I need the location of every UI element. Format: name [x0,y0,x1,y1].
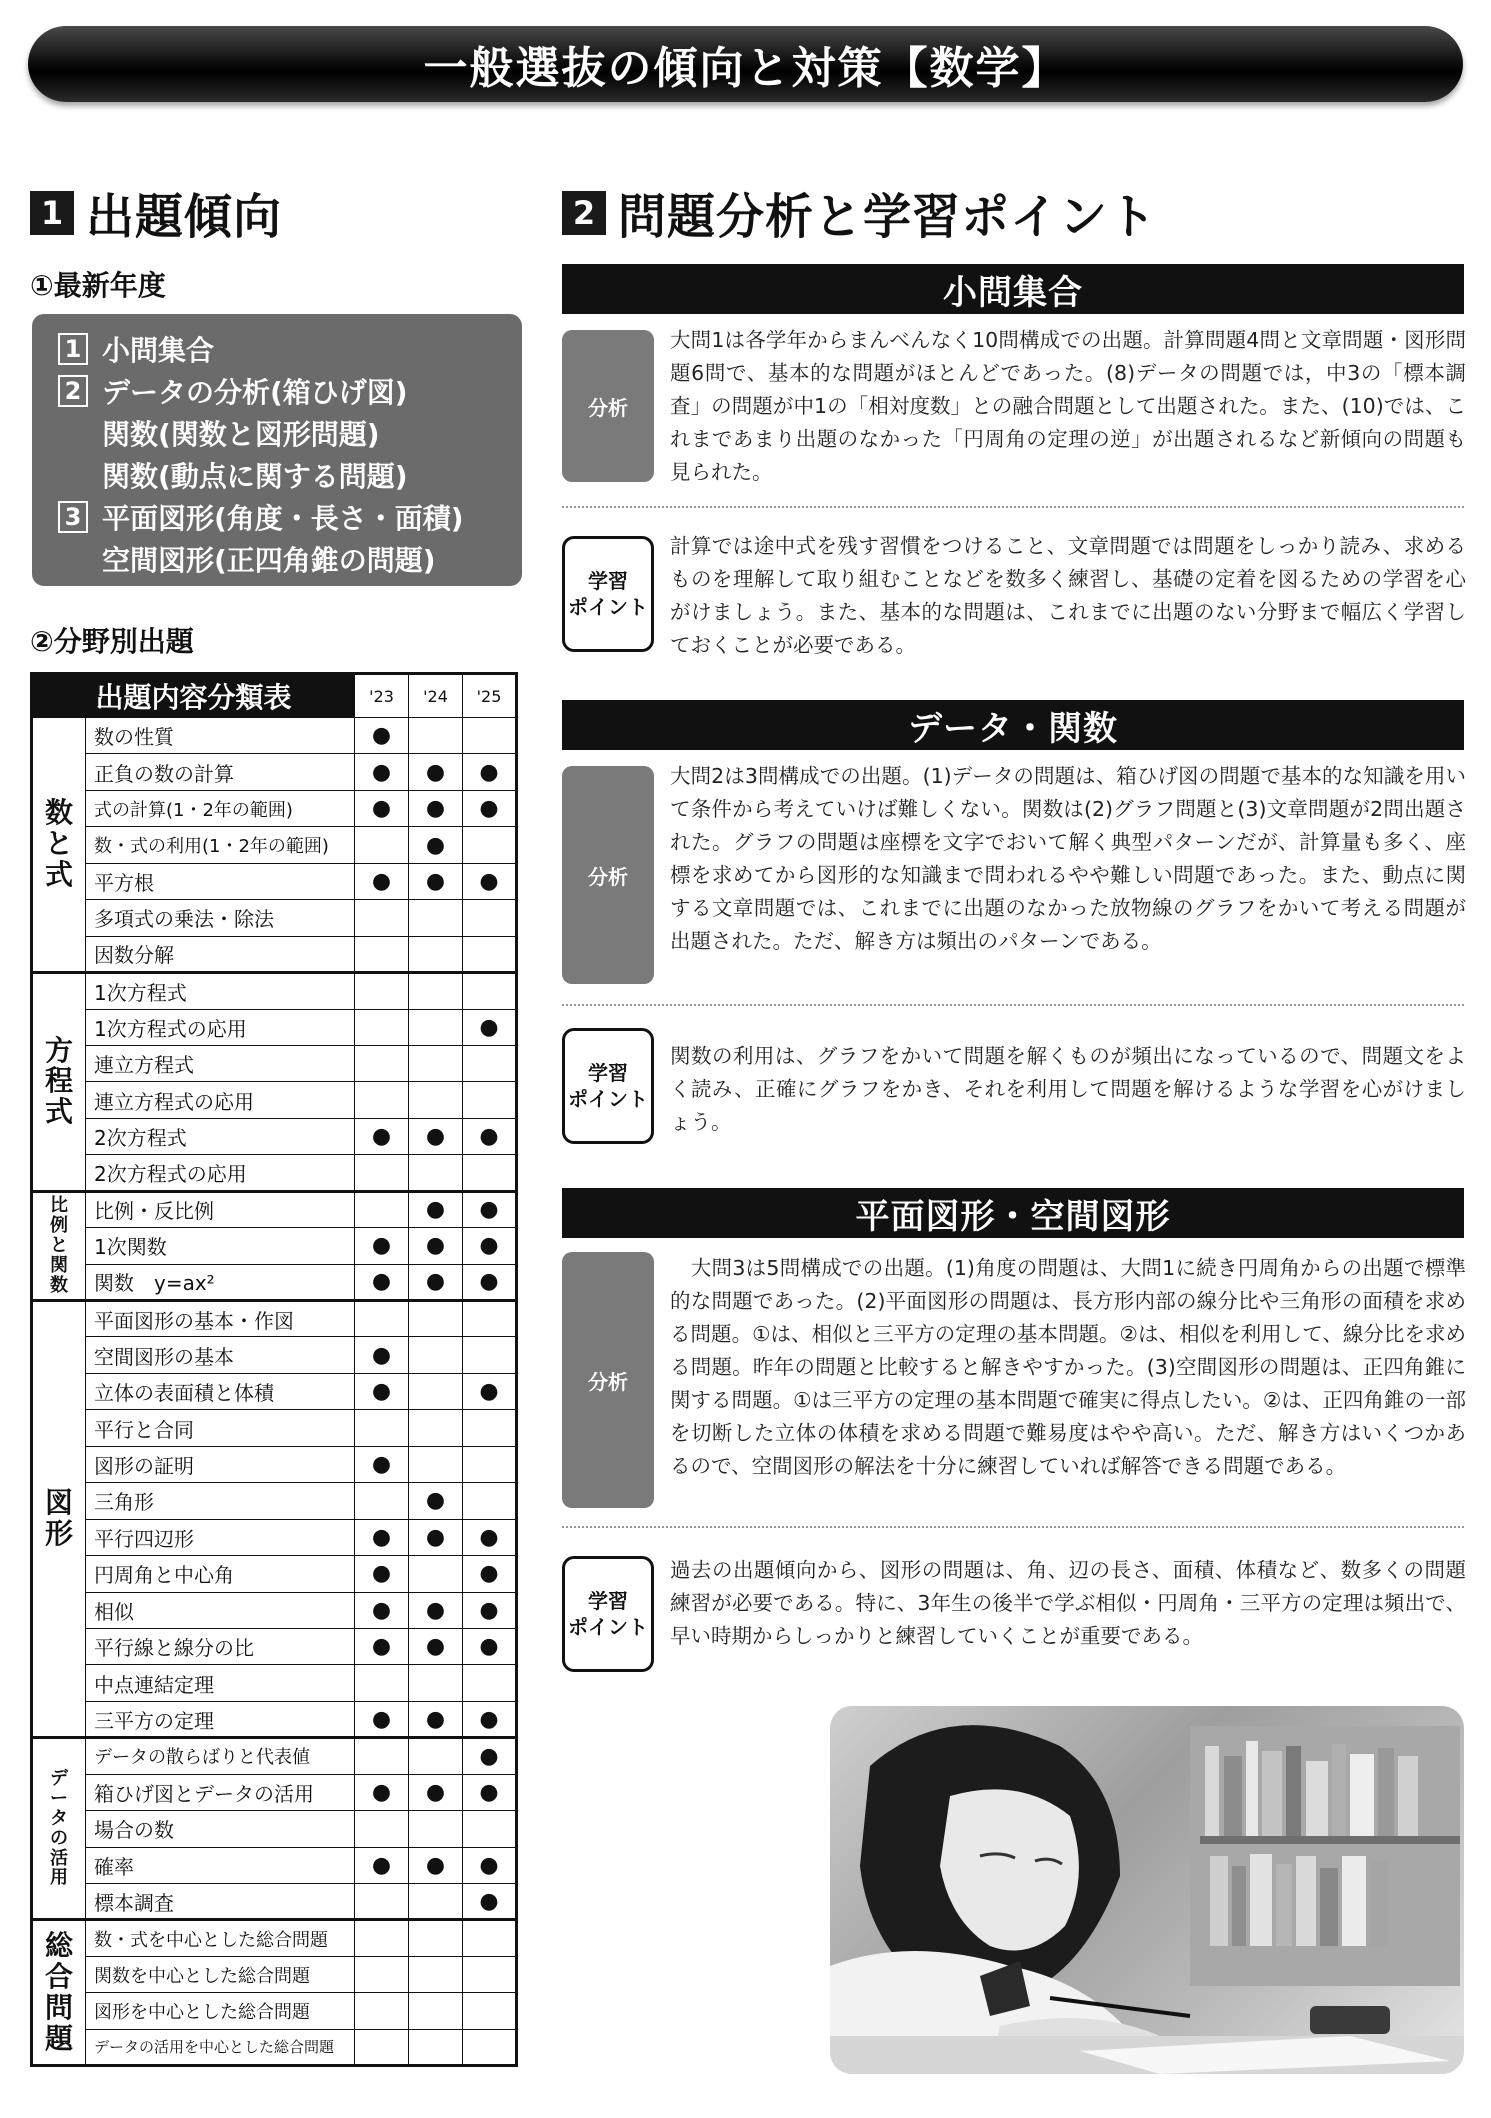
topic-cell: 立体の表面積と体積 [86,1373,355,1409]
table-row [32,863,517,899]
study-point-tag [562,536,654,652]
year-mark-cell [409,973,463,1009]
year-mark-cell: ● [409,827,463,863]
table-row [32,1228,517,1264]
year-mark-cell: ● [463,1774,517,1810]
year-mark-cell [409,1956,463,1992]
year-mark-cell [355,1009,409,1045]
year-mark-cell [355,1811,409,1847]
year-mark-cell [409,718,463,754]
year-mark-cell [409,1410,463,1446]
table-row [32,2029,517,2065]
topic-cell: 比例・反比例 [86,1191,355,1227]
topic-cell: 数の性質 [86,718,355,754]
topic-cell: 箱ひげ図とデータの活用 [86,1774,355,1810]
year-mark-cell: ● [463,754,517,790]
year-mark-cell: ● [409,1847,463,1883]
year-mark-cell: ● [463,1628,517,1664]
latest-item [58,454,522,496]
year-mark-cell [355,827,409,863]
band-shoumon: 小問集合 [562,264,1464,314]
year-mark-cell [355,1884,409,1920]
table-row [32,936,517,972]
analysis-tag: 分析 [562,766,654,984]
analysis-text: 大問3は5問構成での出題。(1)角度の問題は、大問1に続き円周角からの出題で標準的な問題であった。(2)平面図形の問題は、長方形内部の線分比や三角形の面積を求める問題。①は、相似と三平方の定理の基本問題。②は、相似を利用して、線分比を求める問題。昨年の問題と比較すると解きやすかった。(3)空間図形の問題は、正四角錐に関する問題。①は三平方の定理の基本問題で確実に得点したい。②は、正四角錐の一部を切断した立体の体積を求める問題で難易度はやや高い。ただ、解き方はいくつかあるので、空間図形の解法を十分に練習していれば解答できる問題である。 [670,1256,1466,1478]
year-mark-cell [355,1483,409,1519]
table-row [32,1446,517,1482]
latest-item-number: 3 [58,501,88,533]
year-mark-cell [355,1665,409,1701]
topic-cell: 2次方程式 [86,1118,355,1154]
year-mark-cell [463,1155,517,1191]
divider [562,1004,1464,1006]
table-row [32,1847,517,1883]
table-row [32,1191,517,1227]
year-mark-cell: ● [409,1774,463,1810]
year-mark-cell: ● [409,1701,463,1737]
year-mark-cell [409,936,463,972]
latest-item [58,412,522,454]
category-cell [32,718,86,973]
latest-item [58,496,522,538]
year-mark-cell: ● [355,1628,409,1664]
table-row [32,827,517,863]
year-mark-cell [463,1811,517,1847]
table-row [32,1701,517,1737]
topic-cell: 標本調査 [86,1884,355,1920]
student-studying-photo [830,1706,1464,2074]
year-mark-cell: ● [355,1592,409,1628]
year-mark-cell [355,1155,409,1191]
topic-cell: データの活用を中心とした総合問題 [86,2029,355,2065]
year-header: '23 [355,674,409,718]
table-row [32,1301,517,1337]
band-data-function: データ・関数 [562,700,1464,750]
table-row [32,1556,517,1592]
year-mark-cell: ● [355,1774,409,1810]
year-mark-cell [409,1373,463,1409]
year-mark-cell: ● [463,1009,517,1045]
category-label: 図形 [45,1486,74,1551]
year-mark-cell [409,900,463,936]
year-mark-cell [463,1956,517,1992]
topic-cell: 式の計算(1・2年の範囲) [86,790,355,826]
year-mark-cell [463,1446,517,1482]
analysis-tag: 分析 [562,330,654,482]
latest-item [58,370,522,412]
year-mark-cell: ● [355,718,409,754]
topic-cell: 多項式の乗法・除法 [86,900,355,936]
page-title: 一般選抜の傾向と対策【数学】 [423,43,1068,94]
table-row [32,790,517,826]
year-mark-cell [355,1082,409,1118]
table-row [32,1264,517,1300]
topic-cell: 関数を中心とした総合問題 [86,1956,355,1992]
divider [562,1526,1464,1528]
year-mark-cell: ● [409,1118,463,1154]
latest-item-text: 小問集合 [102,334,215,367]
table-row [32,1410,517,1446]
study-point-tag-line1: 学習 [588,569,628,593]
latest-item-text: 空間図形(正四角錐の問題) [102,544,436,577]
year-mark-cell [463,1920,517,1956]
field-classification-table [30,672,518,2067]
year-mark-cell: ● [409,1191,463,1227]
year-mark-cell: ● [409,1592,463,1628]
year-mark-cell: ● [355,1373,409,1409]
topic-cell: 2次方程式の応用 [86,1155,355,1191]
analysis-text: 大問1は各学年からまんべんなく10問構成での出題。計算問題4問と文章問題・図形問題6問で、基本的な問題がほとんどであった。(8)データの問題では，中3の「標本調査」の問題が中1の「相対度数」との融合問題として出題された。また、(10)では、これまであまり出題のなかった「円周角の定理の逆」が出題されるなど新傾向の問題も見られた。 [670,328,1466,484]
category-label: 総合問題 [45,1929,74,2055]
table-row [32,718,517,754]
category-cell [32,1920,86,2066]
year-mark-cell [463,973,517,1009]
table-row [32,973,517,1009]
year-mark-cell [463,827,517,863]
study-point-tag [562,1028,654,1144]
year-mark-cell [409,1665,463,1701]
year-mark-cell [409,1009,463,1045]
topic-cell: 場合の数 [86,1811,355,1847]
year-mark-cell [355,1045,409,1081]
table-header: 出題内容分類表 [32,674,355,718]
year-mark-cell [409,1920,463,1956]
year-mark-cell: ● [463,790,517,826]
year-mark-cell [409,2029,463,2065]
year-mark-cell [463,1665,517,1701]
year-mark-cell [355,973,409,1009]
year-mark-cell [355,900,409,936]
latest-year-box [32,314,522,586]
table-row [32,1373,517,1409]
study-point-tag-line2: ポイント [568,595,648,619]
page-title-bar [28,26,1463,102]
year-mark-cell: ● [355,863,409,899]
year-mark-cell [409,1993,463,2029]
table-row [32,1045,517,1081]
latest-item [58,328,522,370]
year-mark-cell: ● [463,863,517,899]
year-mark-cell [463,1045,517,1081]
topic-cell: 因数分解 [86,936,355,972]
year-mark-cell: ● [355,1228,409,1264]
year-header: '24 [409,674,463,718]
year-mark-cell [409,1811,463,1847]
latest-item-text: 関数(動点に関する問題) [102,460,408,493]
year-mark-cell: ● [355,754,409,790]
year-mark-cell [463,1301,517,1337]
year-mark-cell [409,1045,463,1081]
table-row [32,1811,517,1847]
section1-title: 出題傾向 [86,189,283,245]
study-point-text: 過去の出題傾向から、図形の問題は、角、辺の長さ、面積、体積など、数多くの問題練習が必要である。特に、3年生の後半で学ぶ相似・円周角・三平方の定理は頻出で、早い時期からしっかりと練習していくことが重要である。 [670,1558,1466,1648]
latest-item-text: データの分析(箱ひげ図) [102,376,408,409]
table-row [32,1774,517,1810]
analysis-text: 大問2は3問構成での出題。(1)データの問題は、箱ひげ図の問題で基本的な知識を用いて条件から考えていけば難しくない。関数は(2)グラフ問題と(3)文章問題が2問出題された。グラフの問題は座標を文字でおいて解く典型パターンだが、計算量も多く、座標を求めてから図形的な知識まで問われるやや難しい問題であった。また、動点に関する文章問題では、これまでに出題のなかった放物線のグラフをかいて考える問題が出題された。ただ、解き方は頻出のパターンである。 [670,764,1466,953]
table-row [32,1592,517,1628]
year-mark-cell [409,1337,463,1373]
year-mark-cell [355,936,409,972]
year-mark-cell [409,1301,463,1337]
year-mark-cell [463,1483,517,1519]
year-mark-cell [355,1738,409,1774]
year-mark-cell: ● [463,1738,517,1774]
table-row [32,1082,517,1118]
year-mark-cell [355,1410,409,1446]
topic-cell: 数・式の利用(1・2年の範囲) [86,827,355,863]
year-mark-cell [355,1993,409,2029]
table-row [32,1738,517,1774]
topic-cell: 平方根 [86,863,355,899]
year-mark-cell: ● [463,1118,517,1154]
year-mark-cell: ● [409,863,463,899]
year-mark-cell [463,1993,517,2029]
topic-cell: 正負の数の計算 [86,754,355,790]
topic-cell: 1次方程式の応用 [86,1009,355,1045]
year-mark-cell [355,2029,409,2065]
table-row [32,1956,517,1992]
year-mark-cell: ● [409,790,463,826]
table-row [32,1337,517,1373]
year-mark-cell: ● [463,1373,517,1409]
category-cell [32,973,86,1192]
topic-cell: 平面図形の基本・作図 [86,1301,355,1337]
year-mark-cell: ● [355,1847,409,1883]
year-mark-cell [409,1155,463,1191]
year-mark-cell [355,1920,409,1956]
latest-item-text: 関数(関数と図形問題) [102,418,380,451]
year-mark-cell [463,900,517,936]
topic-cell: 平行と合同 [86,1410,355,1446]
category-label: 比例と関数 [50,1195,68,1296]
year-mark-cell [355,1301,409,1337]
year-mark-cell: ● [355,1337,409,1373]
year-mark-cell: ● [463,1592,517,1628]
topic-cell: 図形を中心とした総合問題 [86,1993,355,2029]
topic-cell: 関数 y=ax² [86,1264,355,1300]
band-geometry: 平面図形・空間図形 [562,1188,1464,1238]
topic-cell: 三角形 [86,1483,355,1519]
table-row [32,900,517,936]
table-row [32,1920,517,1956]
section1-heading [30,178,282,247]
field-label: ②分野別出題 [30,625,194,658]
year-mark-cell: ● [355,1556,409,1592]
section1-number: 1 [30,191,74,235]
year-mark-cell: ● [463,1847,517,1883]
category-label: 方程式 [45,1033,74,1129]
topic-cell: 1次方程式 [86,973,355,1009]
study-point-text: 計算では途中式を残す習慣をつけること、文章問題では問題をしっかり読み、求めるものを理解して取り組むことなどを数多く練習し、基礎の定着を図るための学習を心がけましょう。また、基本的な問題は、これまでに出題のない分野まで幅広く学習しておくことが必要である。 [670,534,1466,657]
year-mark-cell [409,1556,463,1592]
year-mark-cell [409,1082,463,1118]
year-mark-cell [463,2029,517,2065]
year-mark-cell [355,1956,409,1992]
year-mark-cell [409,1884,463,1920]
table-row [32,1483,517,1519]
latest-item-number: 1 [58,333,88,365]
topic-cell: 数・式を中心とした総合問題 [86,1920,355,1956]
latest-item [58,538,522,580]
year-mark-cell: ● [463,1701,517,1737]
section2-title: 問題分析と学習ポイント [618,189,1158,245]
year-mark-cell [463,936,517,972]
year-mark-cell: ● [463,1884,517,1920]
year-mark-cell: ● [355,1118,409,1154]
year-mark-cell: ● [463,1519,517,1555]
table-row [32,1884,517,1920]
year-mark-cell [409,1738,463,1774]
latest-item-text: 平面図形(角度・長さ・面積) [102,502,464,535]
year-mark-cell: ● [409,1483,463,1519]
topic-cell: 確率 [86,1847,355,1883]
year-mark-cell: ● [409,1264,463,1300]
year-mark-cell: ● [355,1519,409,1555]
topic-cell: 連立方程式の応用 [86,1082,355,1118]
analysis-tag: 分析 [562,1252,654,1508]
year-mark-cell [409,1446,463,1482]
year-mark-cell: ● [409,1228,463,1264]
study-point-tag-line1: 学習 [588,1061,628,1085]
year-mark-cell: ● [463,1556,517,1592]
topic-cell: データの散らばりと代表値 [86,1738,355,1774]
study-point-text: 関数の利用は、グラフをかいて問題を解くものが頻出になっているので、問題文をよく読み、正確にグラフをかき、それを利用して問題を解けるような学習を心がけましょう。 [670,1044,1466,1134]
latest-item-number: 2 [58,375,88,407]
table-row [32,1628,517,1664]
table-row [32,754,517,790]
table-row [32,1118,517,1154]
year-mark-cell: ● [463,1264,517,1300]
category-label: 数と式 [45,796,74,891]
category-cell [32,1191,86,1300]
topic-cell: 円周角と中心角 [86,1556,355,1592]
section2-heading [562,178,1157,247]
table-row [32,1519,517,1555]
table-row [32,1009,517,1045]
photo-illustration [830,1706,1464,2074]
divider [562,506,1464,508]
topic-cell: 三平方の定理 [86,1701,355,1737]
latest-year-label: ①最新年度 [30,269,166,302]
year-mark-cell: ● [463,1191,517,1227]
topic-cell: 平行四辺形 [86,1519,355,1555]
topic-cell: 平行線と線分の比 [86,1628,355,1664]
study-point-tag [562,1556,654,1672]
year-header: '25 [463,674,517,718]
year-mark-cell: ● [409,1519,463,1555]
topic-cell: 空間図形の基本 [86,1337,355,1373]
year-mark-cell: ● [355,790,409,826]
table-row [32,1665,517,1701]
topic-cell: 連立方程式 [86,1045,355,1081]
year-mark-cell [463,1410,517,1446]
study-point-tag-line1: 学習 [588,1589,628,1613]
year-mark-cell [463,1082,517,1118]
year-mark-cell: ● [409,1628,463,1664]
section2-number: 2 [562,191,606,235]
category-label: データの活用 [50,1768,68,1889]
topic-cell: 相似 [86,1592,355,1628]
table-row [32,1155,517,1191]
table-row [32,1993,517,2029]
year-mark-cell [463,718,517,754]
year-mark-cell: ● [409,754,463,790]
topic-cell: 中点連結定理 [86,1665,355,1701]
year-mark-cell: ● [355,1264,409,1300]
year-mark-cell [463,1337,517,1373]
year-mark-cell: ● [463,1228,517,1264]
year-mark-cell: ● [355,1701,409,1737]
topic-cell: 図形の証明 [86,1446,355,1482]
topic-cell: 1次関数 [86,1228,355,1264]
study-point-tag-line2: ポイント [568,1615,648,1639]
study-point-tag-line2: ポイント [568,1087,648,1111]
category-cell [32,1738,86,1920]
category-cell [32,1301,86,1738]
year-mark-cell [355,1191,409,1227]
year-mark-cell: ● [355,1446,409,1482]
